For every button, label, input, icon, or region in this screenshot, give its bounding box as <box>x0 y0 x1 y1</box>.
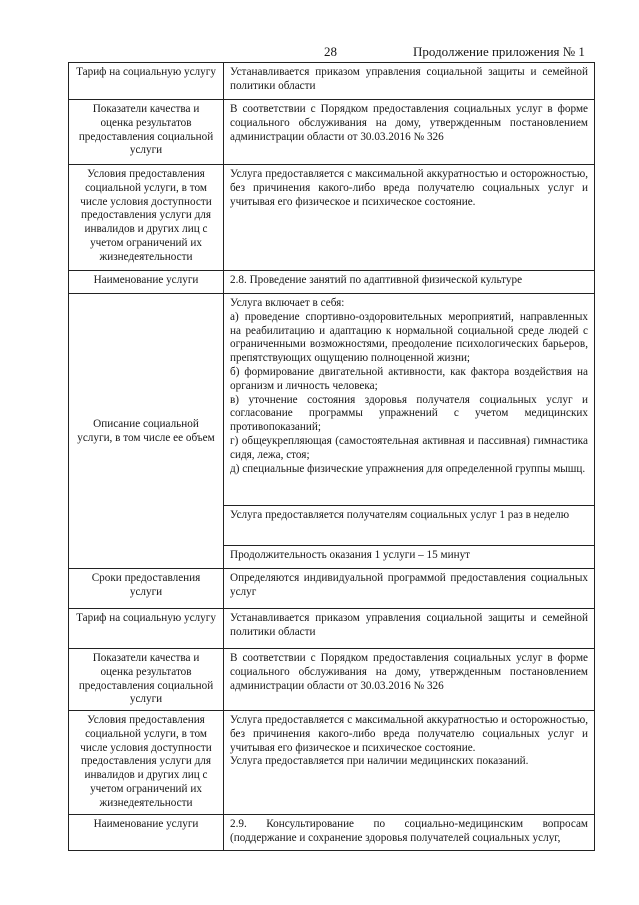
row-label: Показатели качества и оценка результатов предоставления социальной услуги <box>69 649 224 711</box>
table-row <box>69 569 595 609</box>
row-label: Условия предоставления социальной услуги, в том числе условия доступности предоставления услуги для инвалидов и других лиц с учетом ограничений их жизнедеятельности <box>69 711 224 815</box>
table-row <box>69 63 595 100</box>
table-row <box>69 649 595 711</box>
row-value: Устанавливается приказом управления социальной защиты и семейной политики области <box>224 63 595 100</box>
table-row <box>69 271 595 294</box>
services-table <box>68 62 595 851</box>
description-item: а) проведение спортивно-оздоровительных мероприятий, направленных на реабилитацию и адаптацию к нормальной социальной среде людей с ограниченными возможностями, преодоление психологических барьеров, препятствующих ощущению полноценной жизни; <box>230 310 588 365</box>
conditions-text: Услуга предоставляется с максимальной аккуратностью и осторожностью, без причинения какого-либо вреда получателю социальных услуг и учитывая его физическое и психическое состояние. <box>230 714 588 754</box>
table-row <box>69 609 595 649</box>
conditions-extra: Услуга предоставляется при наличии медицинских показаний. <box>230 755 529 768</box>
page-number: 28 <box>324 44 337 59</box>
row-label: Условия предоставления социальной услуги, в том числе условия доступности предоставления услуги для инвалидов и других лиц с учетом ограничений их жизнедеятельности <box>69 165 224 271</box>
row-value: 2.8. Проведение занятий по адаптивной физической культуре <box>224 271 595 294</box>
row-value: Услуга предоставляется с максимальной аккуратностью и осторожностью, без причинения какого-либо вреда получателю социальных услуг и учитывая его физическое и психическое состояние. <box>224 165 595 271</box>
page-header <box>0 44 639 62</box>
row-value: Определяются индивидуальной программой предоставления социальных услуг <box>224 569 595 609</box>
row-value: В соответствии с Порядком предоставления социальных услуг в форме социального обслуживания на дому, утвержденным постановлением администрации области от 30.03.2016 № 326 <box>224 649 595 711</box>
table-row <box>69 165 595 271</box>
table-row <box>69 711 595 815</box>
row-label: Тариф на социальную услугу <box>69 63 224 100</box>
row-label: Сроки предоставления услуги <box>69 569 224 609</box>
table-row <box>69 294 595 506</box>
row-value: 2.9. Консультирование по социально-медицинским вопросам (поддержание и сохранение здоровья получателей социальных услуг, <box>224 815 595 851</box>
row-label: Показатели качества и оценка результатов предоставления социальной услуги <box>69 100 224 165</box>
row-value: Устанавливается приказом управления социальной защиты и семейной политики области <box>224 609 595 649</box>
description-item: б) формирование двигательной активности, как фактора воздействия на организм и личность человека; <box>230 365 588 392</box>
service-frequency: Услуга предоставляется получателям социальных услуг 1 раз в неделю <box>224 506 595 546</box>
description-item: д) специальные физические упражнения для определенной группы мышц. <box>230 462 586 475</box>
row-value: В соответствии с Порядком предоставления социальных услуг в форме социального обслуживания на дому, утвержденным постановлением администрации области от 30.03.2016 № 326 <box>224 100 595 165</box>
table-row <box>69 815 595 851</box>
table-row <box>69 100 595 165</box>
description-intro: Услуга включает в себя: <box>230 297 345 309</box>
appendix-continuation: Продолжение приложения № 1 <box>413 44 585 59</box>
row-label: Наименование услуги <box>69 271 224 294</box>
service-description <box>224 294 595 506</box>
row-label: Наименование услуги <box>69 815 224 851</box>
description-item: г) общеукрепляющая (самостоятельная активная и пассивная) гимнастика сидя, лежа, стоя; <box>230 434 588 461</box>
row-label: Тариф на социальную услугу <box>69 609 224 649</box>
row-label: Описание социальной услуги, в том числе ее объем <box>69 294 224 569</box>
service-duration: Продолжительность оказания 1 услуги – 15 минут <box>224 546 595 569</box>
description-item: в) уточнение состояния здоровья получателя социальных услуг и согласование программы упражнений с учетом медицинских противопоказаний; <box>230 393 588 434</box>
row-value <box>224 711 595 815</box>
